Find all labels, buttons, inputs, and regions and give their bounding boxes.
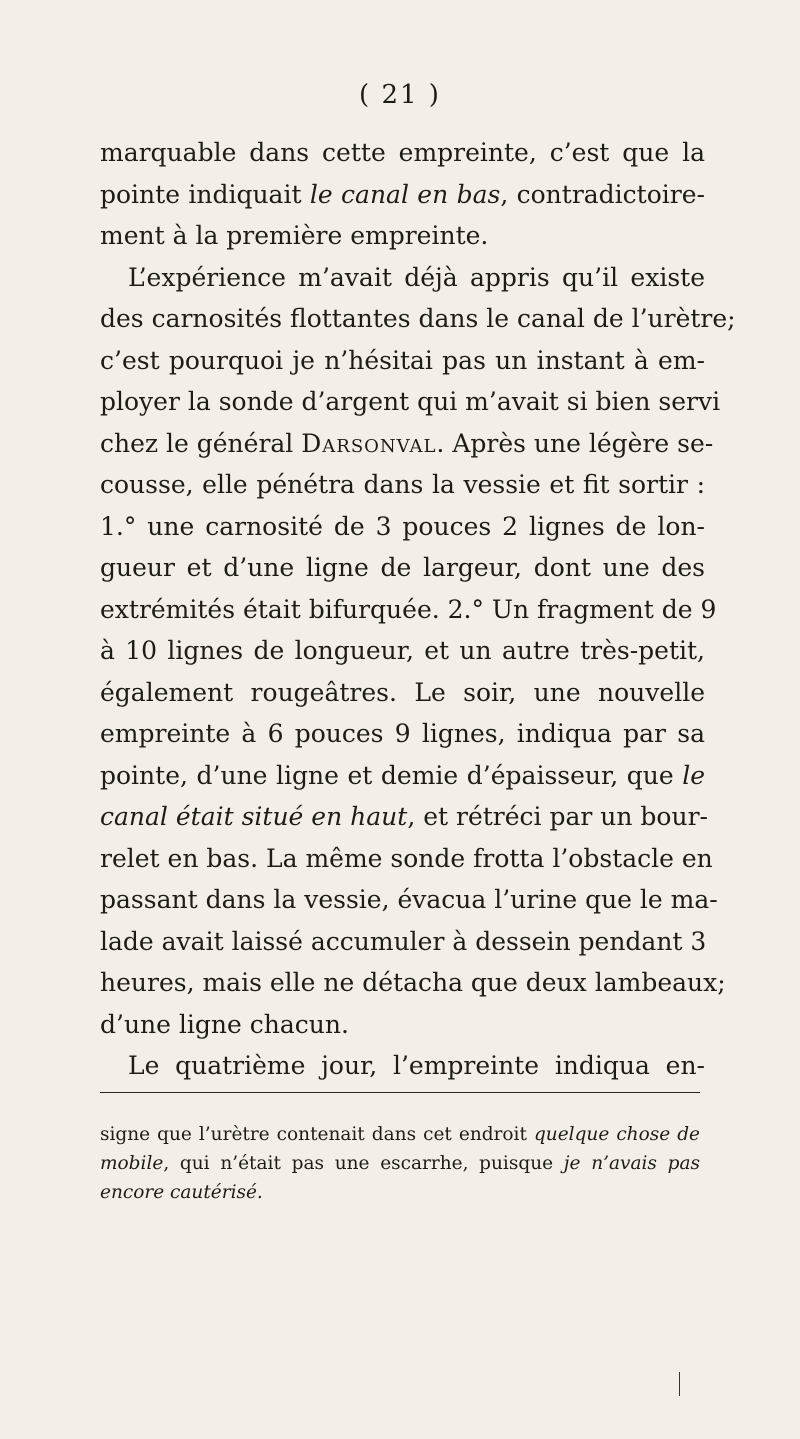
text-line: chez le général Darsonval. Après une légère se- [100, 428, 714, 458]
text-line: lade avait laissé accumuler à dessein pendant 3 [100, 926, 707, 956]
text-line: des carnosités flottantes dans le canal de l’urètre; [100, 304, 736, 333]
text-line: Le quatrième jour, l’empreinte indiqua en- [128, 1051, 705, 1080]
footnote-rule [100, 1092, 700, 1093]
text-line: gueur et d’une ligne de largeur, dont une des [100, 553, 705, 582]
text-line: ment à la première empreinte. [100, 221, 489, 250]
footnote-line: mobile, qui n’était pas une escarrhe, puisque je n’avais pas [100, 1153, 700, 1174]
paper-mark [679, 1372, 680, 1396]
text-line: ployer la sonde d’argent qui m’avait si bien servi [100, 387, 721, 416]
text-line: marquable dans cette empreinte, c’est que la [100, 138, 705, 167]
main-text [100, 132, 736, 1087]
page-number-header: ( 21 ) [359, 80, 441, 110]
proper-name: Darsonval [301, 428, 437, 458]
text-line: à 10 lignes de longueur, et un autre très-petit, [100, 636, 705, 665]
text-line: heures, mais elle ne détacha que deux lambeaux; [100, 968, 726, 997]
text-line: relet en bas. La même sonde frotta l’obstacle en [100, 843, 713, 873]
text-line: pointe, d’une ligne et demie d’épaisseur, que le [100, 760, 705, 790]
text-line: extrémités était bifurquée. 2.° Un fragment de 9 [100, 594, 717, 624]
text-line: d’une ligne chacun. [100, 1009, 349, 1039]
footnote-line: signe que l’urètre contenait dans cet endroit quelque chose de [100, 1124, 700, 1145]
text-line: passant dans la vessie, évacua l’urine que le ma- [100, 885, 718, 914]
text-line: empreinte à 6 pouces 9 lignes, indiqua par sa [100, 719, 705, 748]
text-line: L’expérience m’avait déjà appris qu’il existe [128, 262, 705, 292]
footnote-line: encore cautérisé. [100, 1182, 263, 1203]
text-line: canal était situé en haut, et rétréci par un bour- [100, 802, 708, 831]
text-line: cousse, elle pénétra dans la vessie et fit sortir : [100, 470, 705, 499]
text-line: pointe indiquait le canal en bas, contradictoire- [100, 179, 705, 209]
footnote [100, 1120, 700, 1207]
text-line: 1.° une carnosité de 3 pouces 2 lignes de lon- [100, 511, 705, 541]
text-line: c’est pourquoi je n’hésitai pas un instant à em- [100, 345, 705, 375]
text-line: également rougeâtres. Le soir, une nouvelle [100, 677, 705, 707]
